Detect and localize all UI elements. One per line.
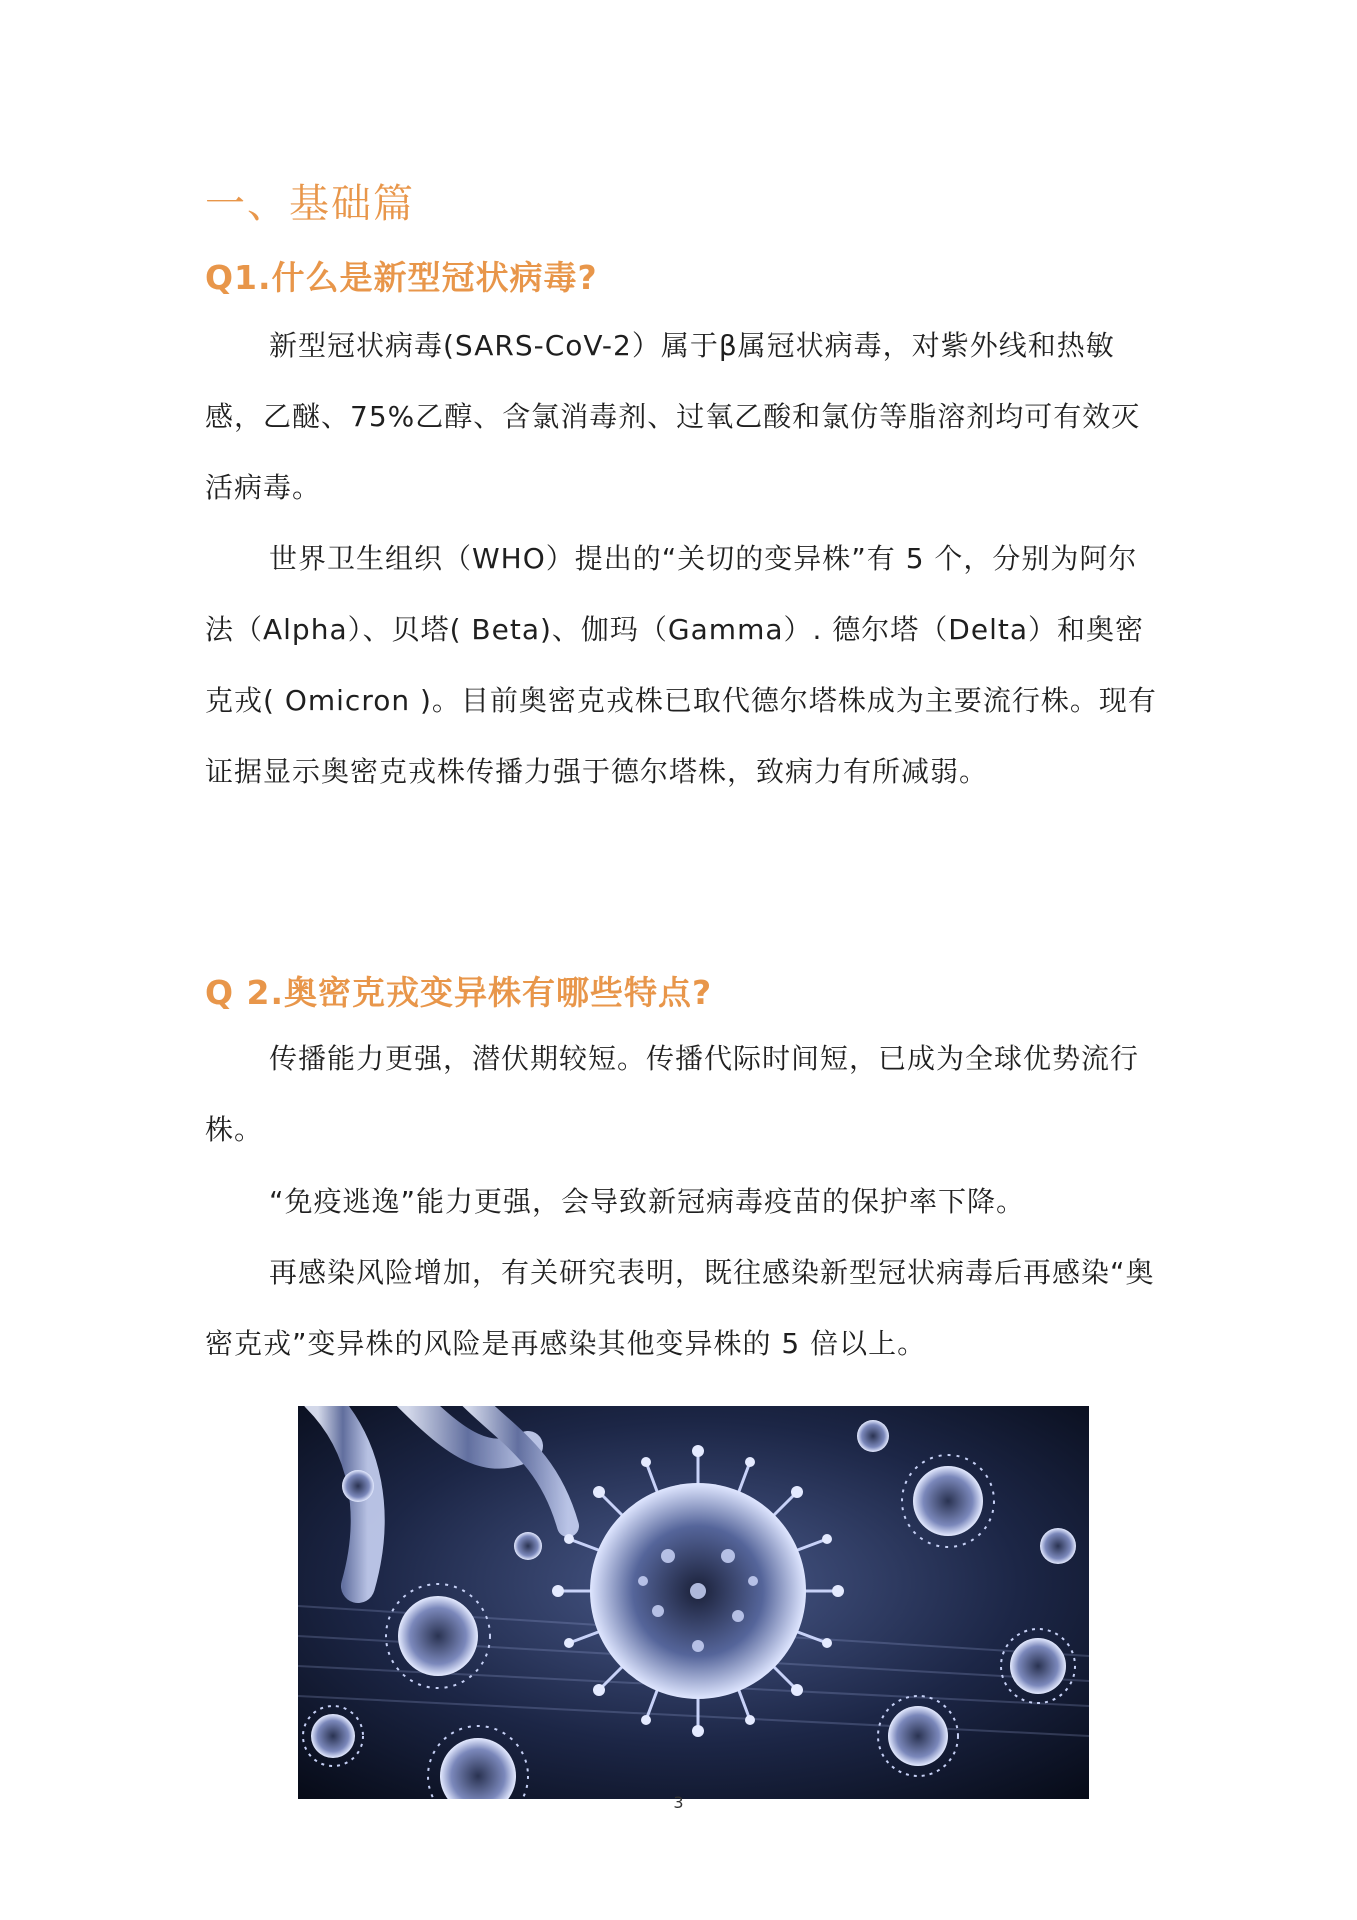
q1-paragraph-1: 新型冠状病毒(SARS-CoV-2）属于β属冠状病毒，对紫外线和热敏感，乙醚、75%乙醇、含氯消毒剂、过氧乙酸和氯仿等脂溶剂均可有效灭活病毒。 [205, 329, 1141, 504]
section-title: 一、基础篇 [205, 181, 415, 227]
virus-illustration-icon [298, 1406, 1089, 1799]
question-2-title: Q 2.奥密克戎变异株有哪些特点? [205, 973, 713, 1012]
q2-paragraph-1: 传播能力更强，潜伏期较短。传播代际时间短，已成为全球优势流行株。 [205, 1042, 1140, 1146]
question-1-title: Q1.什么是新型冠状病毒? [205, 258, 598, 297]
q1-paragraph-2: 世界卫生组织（WHO）提出的“关切的变异株”有 5 个，分别为阿尔法（Alpha）、贝塔( Beta)、伽玛（Gamma）. 德尔塔（Delta）和奥密克戎( Omicron )。目前奥密克戎株已取代德尔塔株成为主要流行株。现有证据显示奥密克戎株传播力强于德尔塔株，致病力有所减弱。 [205, 542, 1157, 788]
q2-paragraph-3: 再感染风险增加，有关研究表明，既往感染新型冠状病毒后再感染“奥密克戎”变异株的风险是再感染其他变异株的 5 倍以上。 [205, 1256, 1155, 1360]
page-number: 3 [673, 1793, 684, 1812]
q2-paragraph-2: “免疫逃逸”能力更强，会导致新冠病毒疫苗的保护率下降。 [269, 1185, 1026, 1218]
